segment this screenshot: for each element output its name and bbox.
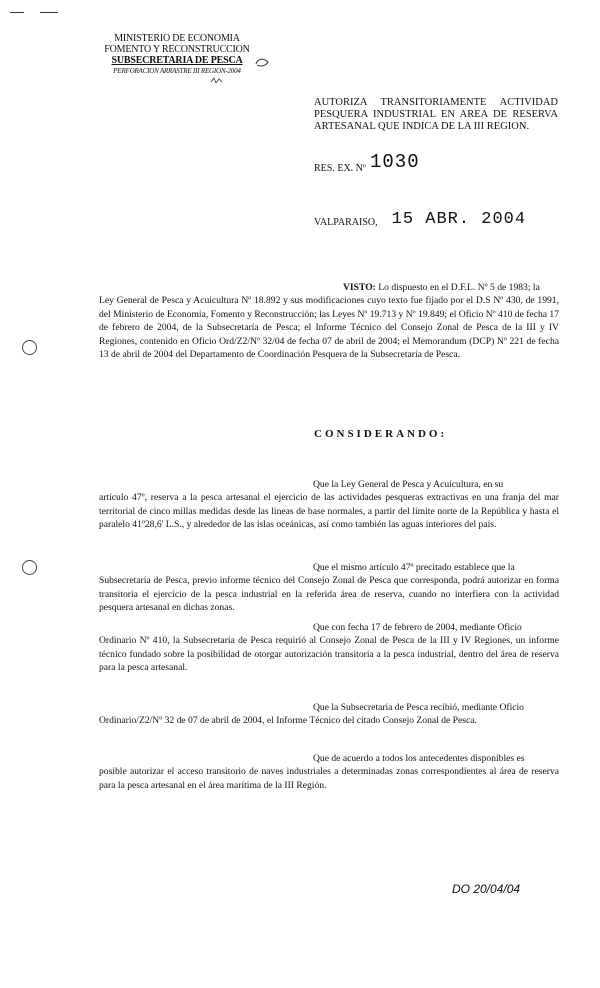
paragraph-body: Subsecretaría de Pesca, previo informe técnico del Consejo Zonal de Pesca que corresponda, podrá autorizar en forma transitoria el ejercicio de la pesca industrial en la referida área de reserva, cuando no interfiera con la actividad pesquera artesanal en dichas zonas. [99, 575, 559, 614]
visto-body: Ley General de Pesca y Acuicultura Nº 18.892 y sus modificaciones cuyo texto fue fijado por el D.S Nº 430, de 1991, del Ministerio de Economía, Fomento y Reconstrucción; las Leyes Nº 19.713 y Nº 19.849; el Oficio Nº 410 de fecha 17 de febrero de 2004, de la Subsecretaría de Pesca; el Informe Técnico del Consejo Zonal de Pesca de la III y IV Regiones, contenido en Oficio Ord/Z2/Nº 32/04 de fecha 07 de abril de 2004; el Memorandum (DCP) Nº 221 de fecha 13 de abril de 2004 del Departamento de Coordinación Pesquera de la Subsecretaría de Pesca. [99, 295, 559, 361]
binder-hole [22, 560, 37, 575]
date-place: VALPARAISO, [314, 217, 378, 228]
binder-hole [22, 340, 37, 355]
file-reference: PERFORACION ARRASTRE III REGION-2004 [113, 67, 241, 75]
considerando-paragraph-4 [99, 701, 559, 728]
resolution-number-block [314, 151, 464, 177]
publication-note: DO 20/04/04 [452, 882, 521, 896]
initials-mark [254, 56, 272, 70]
paragraph-first-line: Que el mismo artículo 47º precitado establece que la [313, 562, 515, 573]
paragraph-first-line: Que la Ley General de Pesca y Acuicultura, en su [313, 479, 504, 490]
letterhead [92, 33, 262, 77]
resolution-subject: AUTORIZA TRANSITORIAMENTE ACTIVIDAD PESQUERA INDUSTRIAL EN AREA DE RESERVA ARTESANAL QUE INDICA DE LA III REGION. [314, 97, 558, 132]
resolution-number: 1030 [370, 151, 420, 173]
paragraph-body: Ordinario Nº 410, la Subsecretaría de Pesca requirió al Consejo Zonal de Pesca de la III y IV Regiones, un informe técnico fundado sobre la posibilidad de otorgar autorización transitoria a la pesca industrial, dentro del área de reserva para la pesca artesanal. [99, 635, 559, 674]
paragraph-first-line: Que la Subsecretaría de Pesca recibió, mediante Oficio [313, 702, 524, 713]
scan-mark [10, 12, 24, 13]
paragraph-first-line: Que de acuerdo a todos los antecedentes disponibles es [313, 753, 525, 764]
ministry-subline: FOMENTO Y RECONSTRUCCION [104, 44, 250, 55]
paragraph-body: Ordinario/Z2/Nº 32 de 07 de abril de 2004, el Informe Técnico del citado Consejo Zonal de Pesca. [99, 715, 477, 727]
considerando-heading: CONSIDERANDO: [314, 428, 448, 440]
considerando-paragraph-3 [99, 621, 559, 675]
considerando-paragraph-5 [99, 752, 559, 792]
visto-section [99, 281, 559, 361]
visto-first-text: Lo dispuesto en el D.F.L. Nº 5 de 1983; la [378, 282, 540, 293]
paragraph-first-line: Que con fecha 17 de febrero de 2004, mediante Oficio [313, 622, 522, 633]
considerando-paragraph-1 [99, 478, 559, 532]
scan-mark [40, 12, 58, 13]
paragraph-body: posible autorizar el acceso transitorio de naves industriales a determinadas zonas correspondientes al área de reserva para la pesca artesanal en el área marítima de la III Región. [99, 766, 559, 791]
considerando-paragraph-2 [99, 561, 559, 615]
date-value: 15 ABR. 2004 [391, 210, 527, 229]
initials-scribble [210, 76, 224, 86]
subsecretaria-line: SUBSECRETARIA DE PESCA [111, 55, 243, 66]
ministry-line: MINISTERIO DE ECONOMIA [114, 33, 240, 44]
resolution-label: RES. EX. Nº [314, 163, 366, 174]
visto-label: VISTO: [343, 282, 376, 293]
date-block [314, 212, 534, 231]
visto-first-line [99, 281, 559, 294]
paragraph-body: artículo 47º, reserva a la pesca artesanal el ejercicio de las actividades pesqueras extractivas en una franja del mar territorial de cinco millas medidas desde las líneas de base normales, a partir del límite norte de la República y hasta el paralelo 41º28,6' L.S., y alrededor de las islas oceánicas, así como también las aguas interiores del país. [99, 492, 559, 531]
